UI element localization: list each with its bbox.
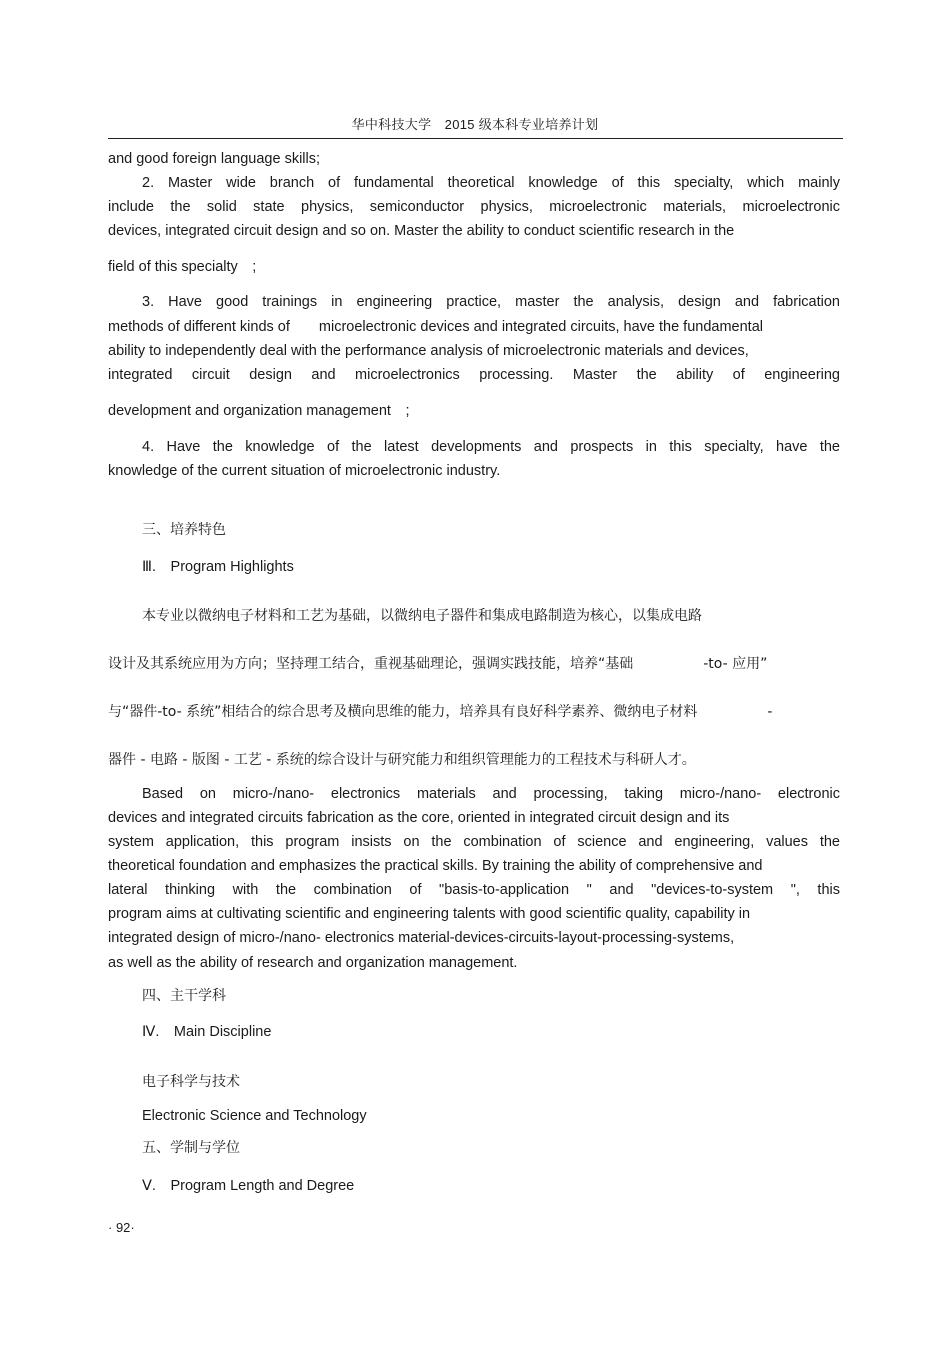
section-heading-zh: 四、主干学科 xyxy=(142,988,226,1004)
discipline-zh: 电子科学与技术 xyxy=(142,1074,240,1090)
text-line: integrated design of micro-/nano- electronics material-devices-circuits-layout-processing-systems, xyxy=(108,930,735,946)
text-line: system application, this program insists on the combination of science and engineering, values the xyxy=(108,834,840,850)
text-line: program aims at cultivating scientific and engineering talents with good scientific quality, capability in xyxy=(108,906,751,922)
text-line: Based on micro-/nano- electronics materials and processing, taking micro-/nano- electronic xyxy=(142,786,840,802)
text-line: development and organization management ; xyxy=(108,403,410,419)
header-rule xyxy=(108,138,843,139)
section-heading-zh: 五、学制与学位 xyxy=(142,1140,240,1156)
page-number: · 92· xyxy=(108,1220,135,1235)
text-line: 2. Master wide branch of fundamental theoretical knowledge of this specialty, which mainly xyxy=(142,175,840,191)
text-line: include the solid state physics, semiconductor physics, microelectronic materials, microelectronic xyxy=(108,199,840,215)
text-line: 4. Have the knowledge of the latest developments and prospects in this specialty, have the xyxy=(142,439,840,455)
text-line: as well as the ability of research and organization management. xyxy=(108,955,518,971)
section-heading-en: Ⅴ. Program Length and Degree xyxy=(142,1178,355,1194)
text-line: 本专业以微纳电子材料和工艺为基础，以微纳电子器件和集成电路制造为核心，以集成电路 xyxy=(142,608,702,624)
text-line: integrated circuit design and microelectronics processing. Master the ability of engineering xyxy=(108,367,840,383)
text-line: methods of different kinds of microelectronic devices and integrated circuits, have the fundamental xyxy=(108,319,763,335)
text-line: 与“器件-to- 系统”相结合的综合思考及横向思维的能力，培养具有良好科学素养、微纳电子材料 - xyxy=(108,704,773,720)
section-heading-zh: 三、培养特色 xyxy=(142,522,226,538)
text-line: knowledge of the current situation of microelectronic industry. xyxy=(108,463,501,479)
text-line: lateral thinking with the combination of "basis-to-application " and "devices-to-system ", this xyxy=(108,882,840,898)
discipline-en: Electronic Science and Technology xyxy=(142,1108,367,1124)
page-header: 华中科技大学 2015 级本科专业培养计划 xyxy=(351,117,599,132)
text-line: 3. Have good trainings in engineering practice, master the analysis, design and fabrication xyxy=(142,294,840,310)
text-line: ability to independently deal with the performance analysis of microelectronic materials and devices, xyxy=(108,343,749,359)
text-line: theoretical foundation and emphasizes the practical skills. By training the ability of comprehensive and xyxy=(108,858,763,874)
section-heading-en: Ⅲ. Program Highlights xyxy=(142,559,294,575)
section-heading-en: Ⅳ. Main Discipline xyxy=(142,1024,272,1040)
text-line: field of this specialty ; xyxy=(108,259,257,275)
text-line: 器件 - 电路 - 版图 - 工艺 - 系统的综合设计与研究能力和组织管理能力的工程技术与科研人才。 xyxy=(108,752,696,768)
text-line: 设计及其系统应用为方向；坚持理工结合，重视基础理论，强调实践技能，培养“基础 -to- 应用” xyxy=(108,656,768,672)
text-line: and good foreign language skills; xyxy=(108,151,321,167)
text-line: devices, integrated circuit design and so on. Master the ability to conduct scientific research in the xyxy=(108,223,735,239)
text-line: devices and integrated circuits fabrication as the core, oriented in integrated circuit design and its xyxy=(108,810,730,826)
